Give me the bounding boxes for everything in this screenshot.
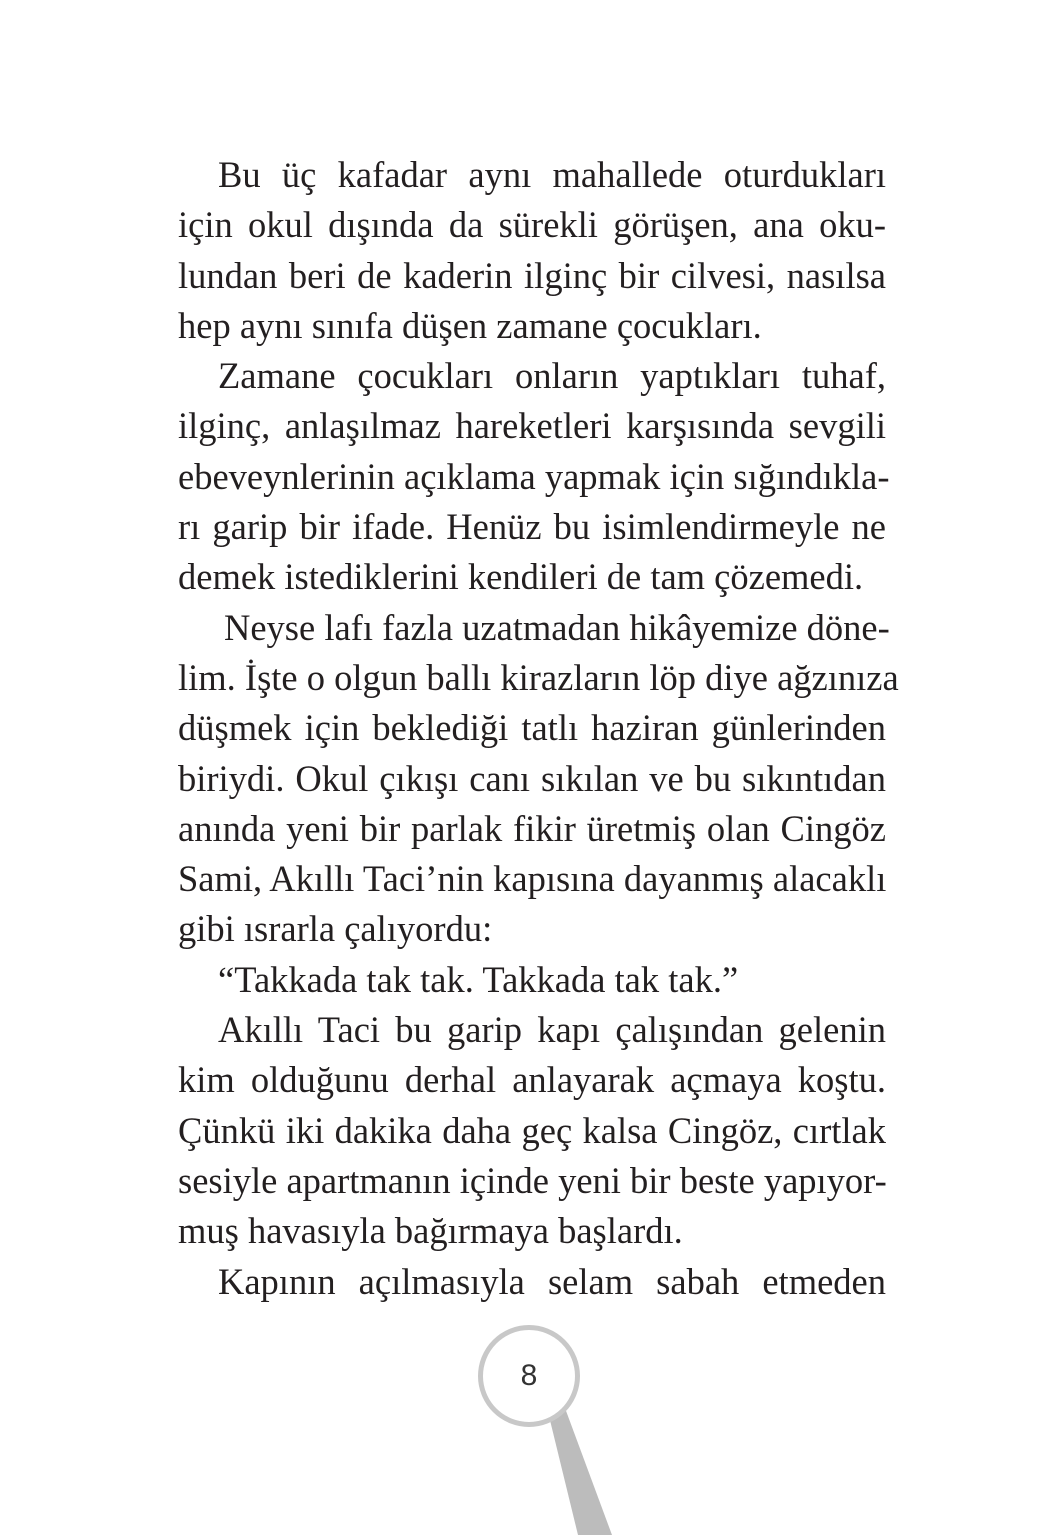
text-line: Çünkü iki dakika daha geç kalsa Cingöz, cırtlak xyxy=(178,1109,886,1151)
text-line: muş havasıyla bağırmaya başlardı. xyxy=(178,1210,683,1252)
text-line: ebeveynlerinin açıklama yapmak için sığındıkla- xyxy=(178,455,890,497)
page-number: 8 xyxy=(520,1359,538,1392)
text-line: ilginç, anlaşılmaz hareketleri karşısında sevgili xyxy=(178,405,886,447)
text-line: düşmek için beklediği tatlı haziran günlerinden xyxy=(178,707,886,749)
text-line: Akıllı Taci bu garip kapı çalışından gelenin xyxy=(218,1009,886,1051)
text-line: biriydi. Okul çıkışı canı sıkılan ve bu sıkıntıdan xyxy=(178,757,886,799)
text-line: demek istediklerini kendileri de tam çözemedi. xyxy=(178,556,864,598)
text-line: gibi ısrarla çalıyordu: xyxy=(178,908,493,950)
text-line: Bu üç kafadar aynı mahallede oturdukları xyxy=(218,154,886,195)
text-line: sesiyle apartmanın içinde yeni bir beste yapıyor- xyxy=(178,1159,887,1201)
text-line: anında yeni bir parlak fikir üretmiş olan Cingöz xyxy=(178,807,886,849)
page-number-badge xyxy=(477,1324,581,1428)
text-line: rı garip bir ifade. Henüz bu isimlendirmeyle ne xyxy=(178,506,886,548)
text-line: lim. İşte o olgun ballı kirazların löp diye ağzınıza xyxy=(178,656,899,698)
text-line: hep aynı sınıfa düşen zamane çocukları. xyxy=(178,304,762,346)
text-line: Zamane çocukları onların yaptıkları tuhaf, xyxy=(218,355,886,397)
text-line: “Takkada tak tak. Takkada tak tak.” xyxy=(218,958,739,1000)
text-line: lundan beri de kaderin ilginç bir cilvesi, nasılsa xyxy=(178,254,886,296)
body-text xyxy=(178,150,899,1307)
text-line: kim olduğunu derhal anlayarak açmaya koştu. xyxy=(178,1059,886,1101)
text-line: için okul dışında da sürekli görüşen, ana oku- xyxy=(178,204,886,246)
text-line: Kapının açılmasıyla selam sabah etmeden xyxy=(218,1260,886,1302)
text-line: Sami, Akıllı Taci’nin kapısına dayanmış alacaklı xyxy=(178,858,887,900)
text-line: Neyse lafı fazla uzatmadan hikâyemize döne- xyxy=(224,606,890,648)
